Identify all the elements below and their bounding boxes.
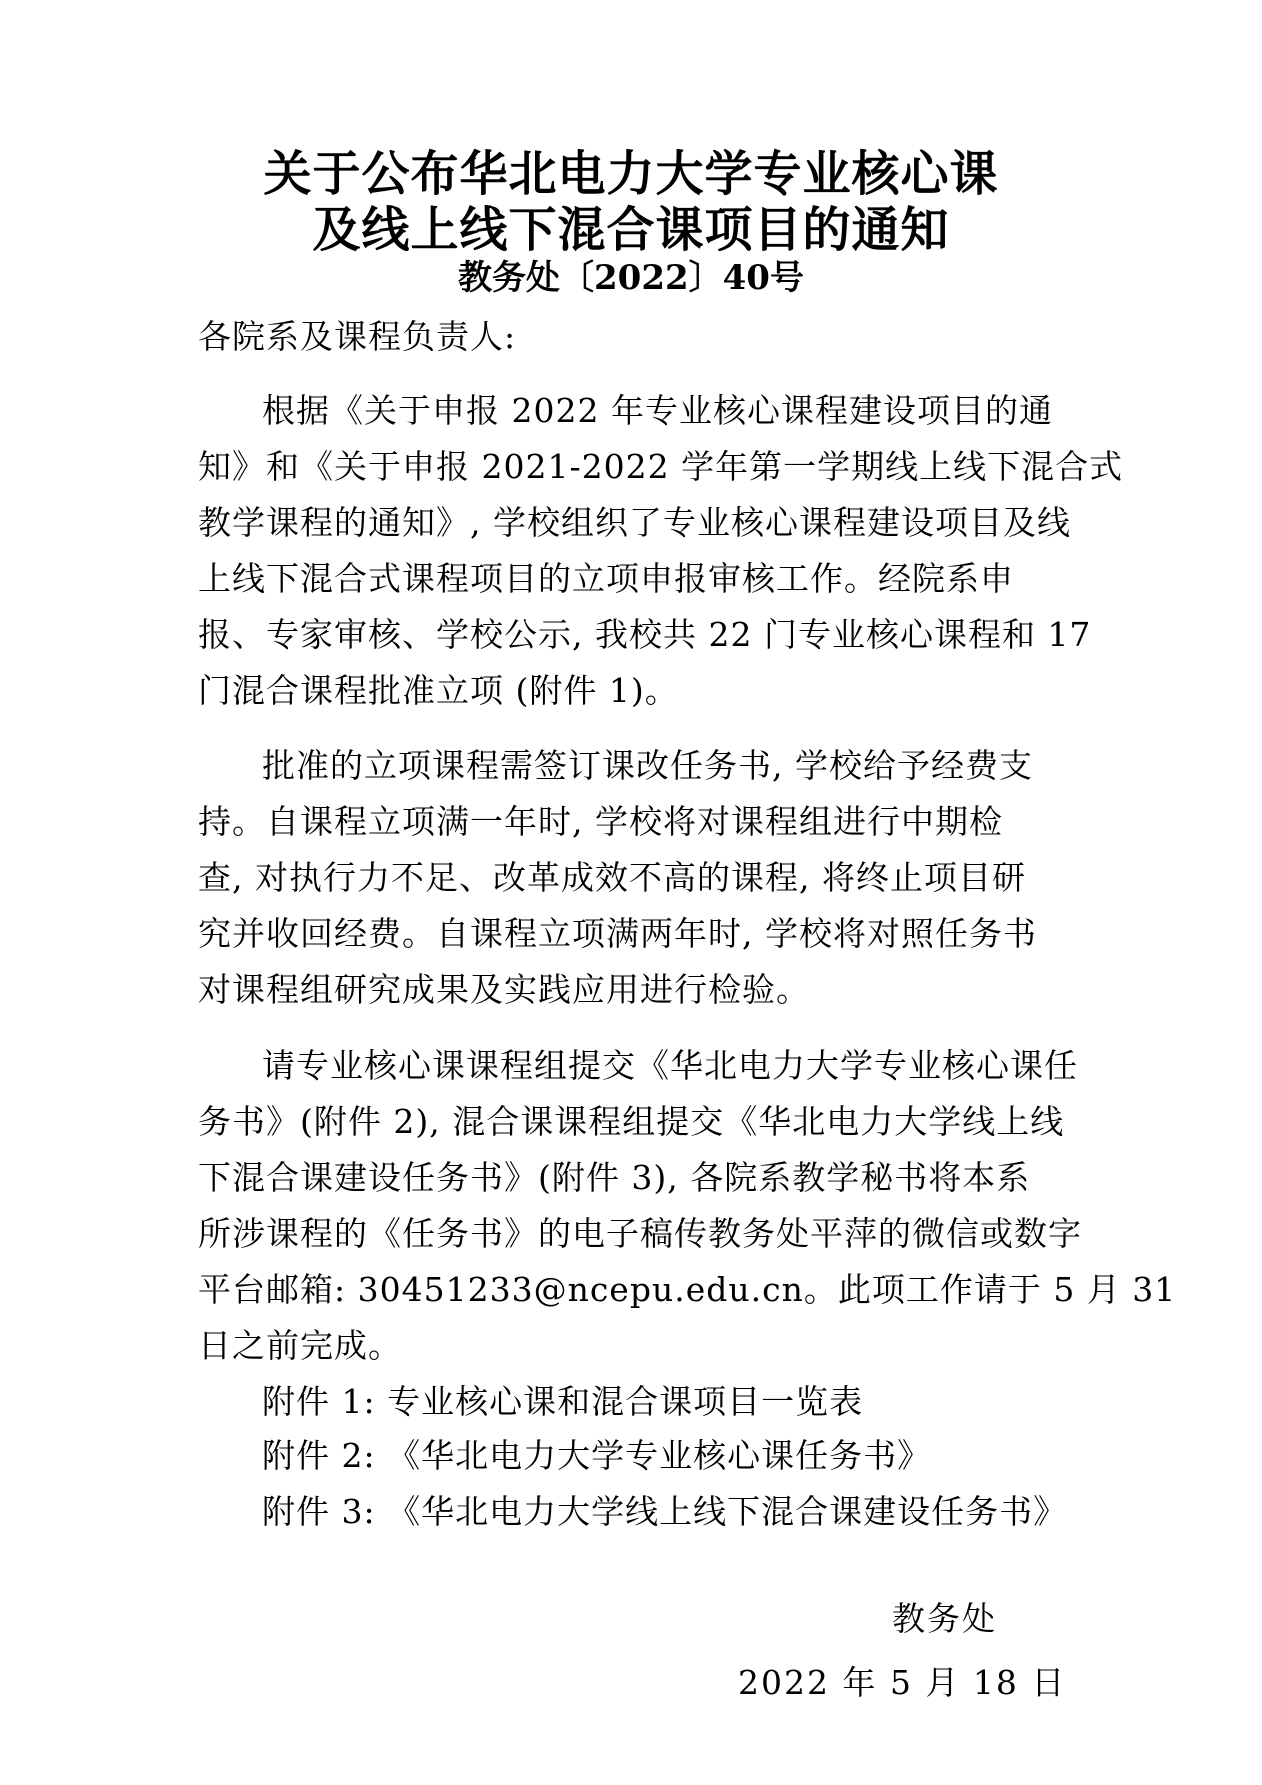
paragraph-3-line: 下混合课建设任务书》(附件 3), 各院系教学秘书将本系 [198, 1158, 1031, 1197]
document-title-line-1: 关于公布华北电力大学专业核心课 [263, 146, 999, 202]
paragraph-1-line: 知》和《关于申报 2021-2022 学年第一学期线上线下混合式 [198, 447, 1124, 486]
paragraph-1-line: 上线下混合式课程项目的立项申报审核工作。经院系申 [198, 559, 1014, 598]
paragraph-2-line: 查, 对执行力不足、改革成效不高的课程, 将终止项目研 [198, 858, 1026, 897]
salutation: 各院系及课程负责人: [198, 317, 517, 356]
paragraph-1-line: 门混合课程批准立项 (附件 1)。 [198, 671, 679, 710]
paragraph-2-line: 对课程组研究成果及实践应用进行检验。 [198, 970, 810, 1009]
paragraph-1-line: 教学课程的通知》, 学校组织了专业核心课程建设项目及线 [198, 503, 1071, 542]
paragraph-2-line: 持。自课程立项满一年时, 学校将对课程组进行中期检 [198, 802, 1003, 841]
paragraph-1-line: 根据《关于申报 2022 年专业核心课程建设项目的通 [262, 391, 1053, 430]
document-number: 教务处〔2022〕40号 [458, 258, 804, 298]
issuer-signature: 教务处 [892, 1599, 997, 1638]
paragraph-2-line: 批准的立项课程需签订课改任务书, 学校给予经费支 [262, 746, 1033, 785]
attachment-item: 附件 1: 专业核心课和混合课项目一览表 [262, 1382, 864, 1421]
paragraph-3-line: 平台邮箱: 30451233@ncepu.edu.cn。此项工作请于 5 月 31 [198, 1270, 1177, 1309]
paragraph-3-line: 请专业核心课课程组提交《华北电力大学专业核心课任 [262, 1046, 1078, 1085]
attachment-item: 附件 3: 《华北电力大学线上线下混合课建设任务书》 [262, 1492, 1068, 1531]
paragraph-3-line: 所涉课程的《任务书》的电子稿传教务处平萍的微信或数字 [198, 1214, 1082, 1253]
document-title-line-2: 及线上线下混合课项目的通知 [312, 202, 950, 258]
paragraph-3-line: 日之前完成。 [198, 1326, 402, 1365]
paragraph-3-line: 务书》(附件 2), 混合课课程组提交《华北电力大学线上线 [198, 1102, 1065, 1141]
attachment-item: 附件 2: 《华北电力大学专业核心课任务书》 [262, 1436, 932, 1475]
paragraph-1-line: 报、专家审核、学校公示, 我校共 22 门专业核心课程和 17 [198, 615, 1092, 654]
issue-date: 2022 年 5 月 18 日 [738, 1663, 1067, 1702]
paragraph-2-line: 究并收回经费。自课程立项满两年时, 学校将对照任务书 [198, 914, 1037, 953]
